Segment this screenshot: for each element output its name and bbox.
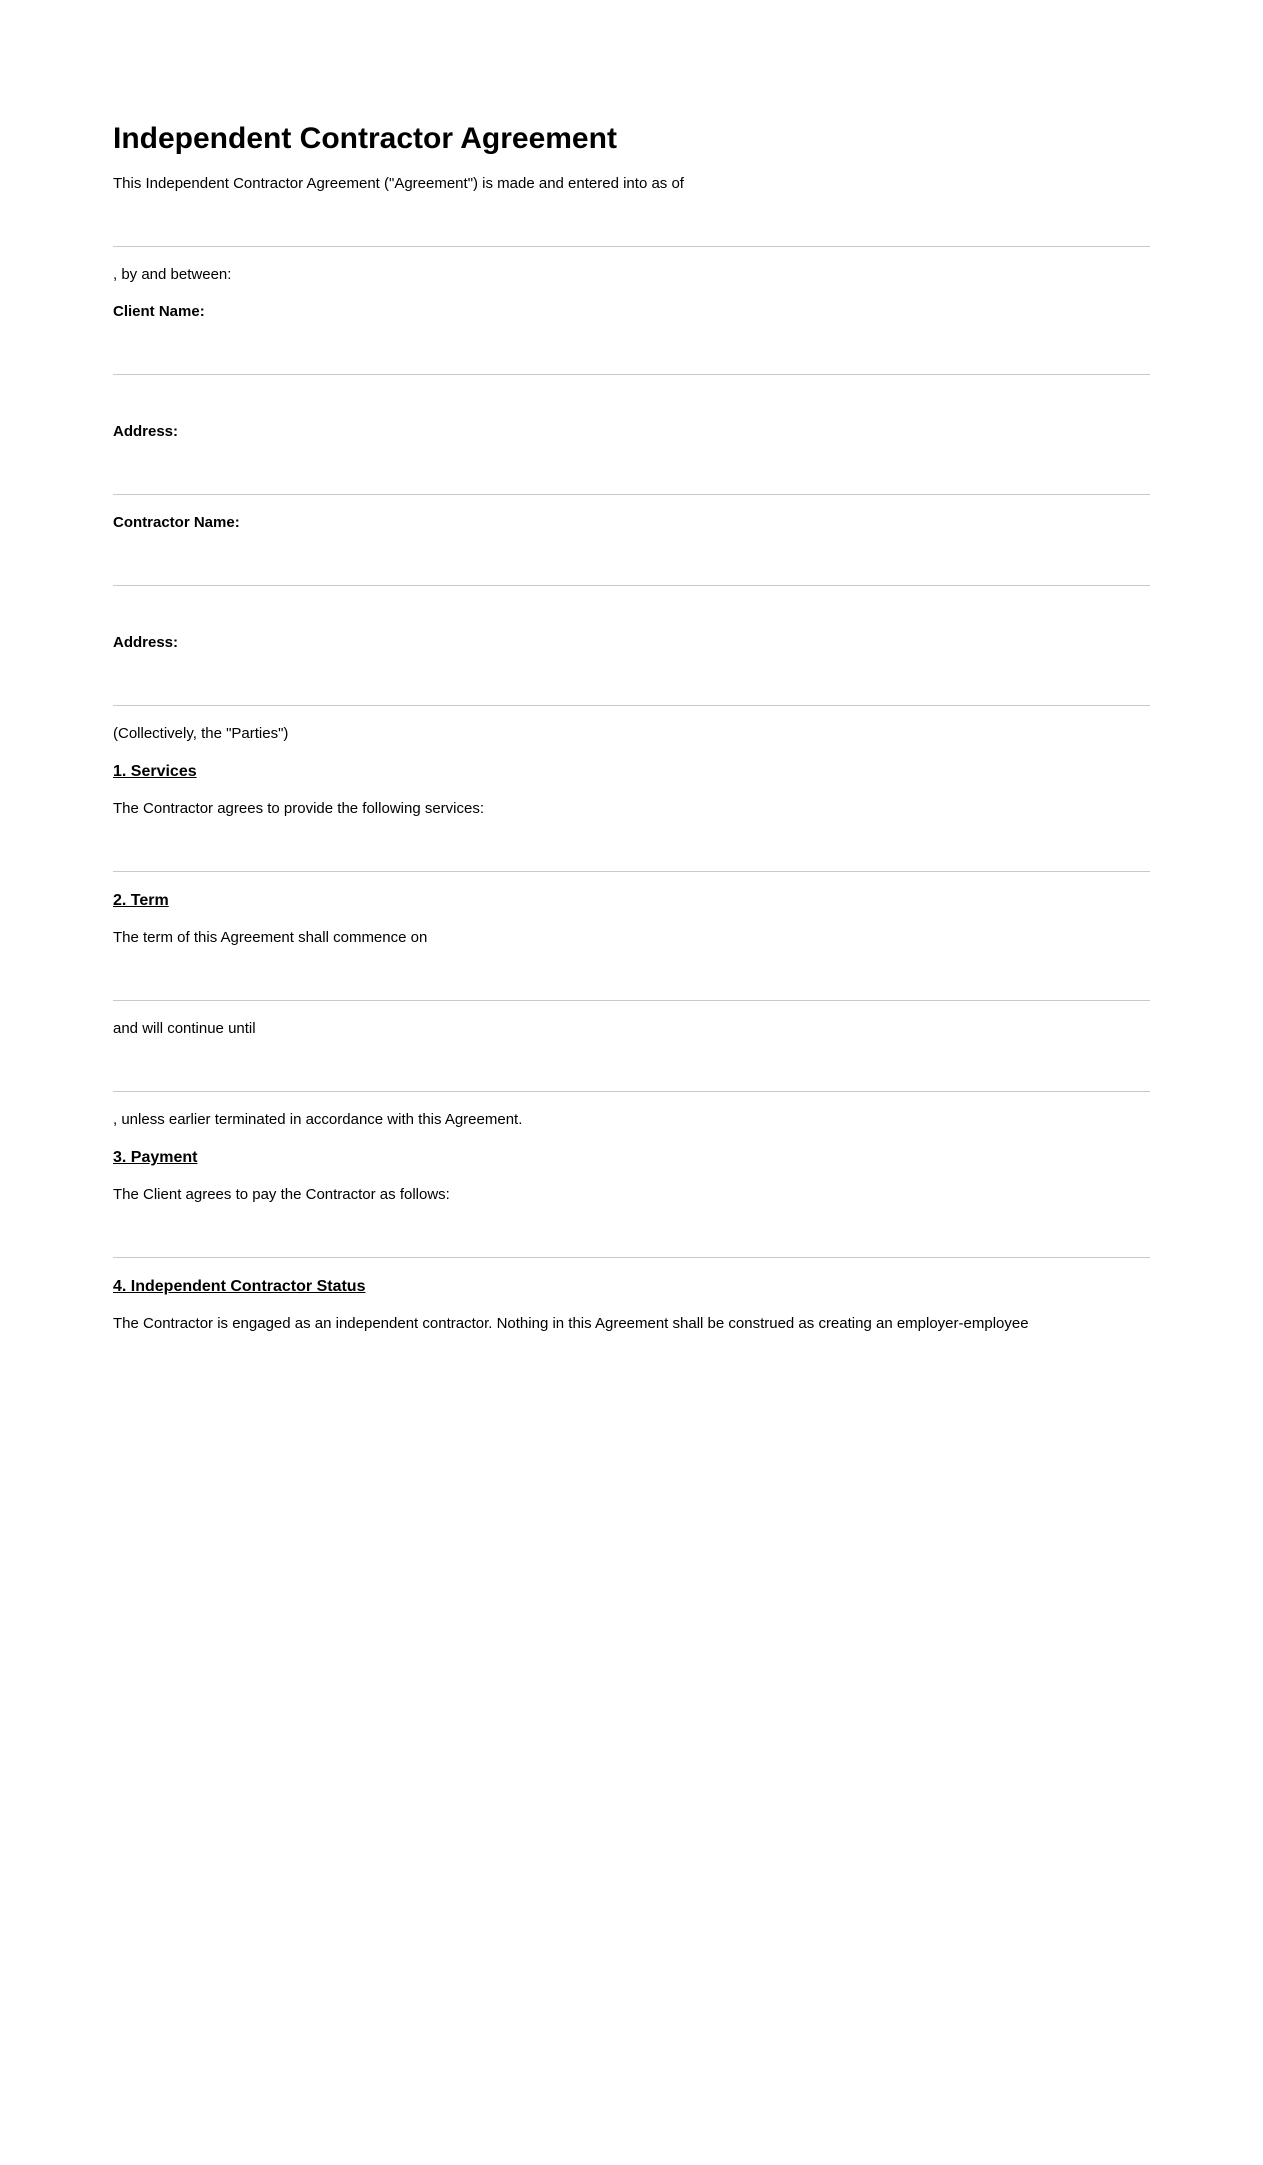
term-heading: 2. Term — [113, 892, 169, 909]
contractor-address-label: Address: — [113, 634, 179, 651]
payment-heading: 3. Payment — [113, 1149, 198, 1166]
spacer-1 — [113, 394, 1150, 404]
contractor-address-blank[interactable] — [113, 671, 1150, 706]
contractor-name-label: Contractor Name: — [113, 514, 240, 531]
intro-paragraph: This Independent Contractor Agreement ("Agreement") is made and entered into as of — [113, 175, 684, 192]
agreement-date-blank[interactable] — [113, 212, 1150, 247]
services-blank[interactable] — [113, 837, 1150, 872]
client-name-blank[interactable] — [113, 340, 1150, 375]
client-address-label: Address: — [113, 423, 179, 440]
term-start-date-blank[interactable] — [113, 966, 1150, 1001]
term-end-date-blank[interactable] — [113, 1057, 1150, 1092]
client-name-label: Client Name: — [113, 303, 205, 320]
document-title: Independent Contractor Agreement — [113, 122, 617, 155]
document-page — [113, 0, 1150, 1333]
term-start-text: The term of this Agreement shall commence on — [113, 929, 428, 946]
payment-terms-blank[interactable] — [113, 1223, 1150, 1258]
term-termination-text: , unless earlier terminated in accordance with this Agreement. — [113, 1111, 523, 1128]
services-intro-text: The Contractor agrees to provide the following services: — [113, 800, 485, 817]
services-heading: 1. Services — [113, 763, 197, 780]
contractor-status-text: The Contractor is engaged as an independent contractor. Nothing in this Agreement shall be construed as creating an employer-employee — [113, 1315, 1029, 1332]
client-address-blank[interactable] — [113, 460, 1150, 495]
contractor-name-blank[interactable] — [113, 551, 1150, 586]
payment-intro-text: The Client agrees to pay the Contractor as follows: — [113, 1186, 450, 1203]
contractor-status-heading: 4. Independent Contractor Status — [113, 1278, 366, 1295]
parties-text: (Collectively, the "Parties") — [113, 725, 289, 742]
by-and-between-text: , by and between: — [113, 266, 232, 283]
spacer-2 — [113, 605, 1150, 615]
term-continue-text: and will continue until — [113, 1020, 256, 1037]
